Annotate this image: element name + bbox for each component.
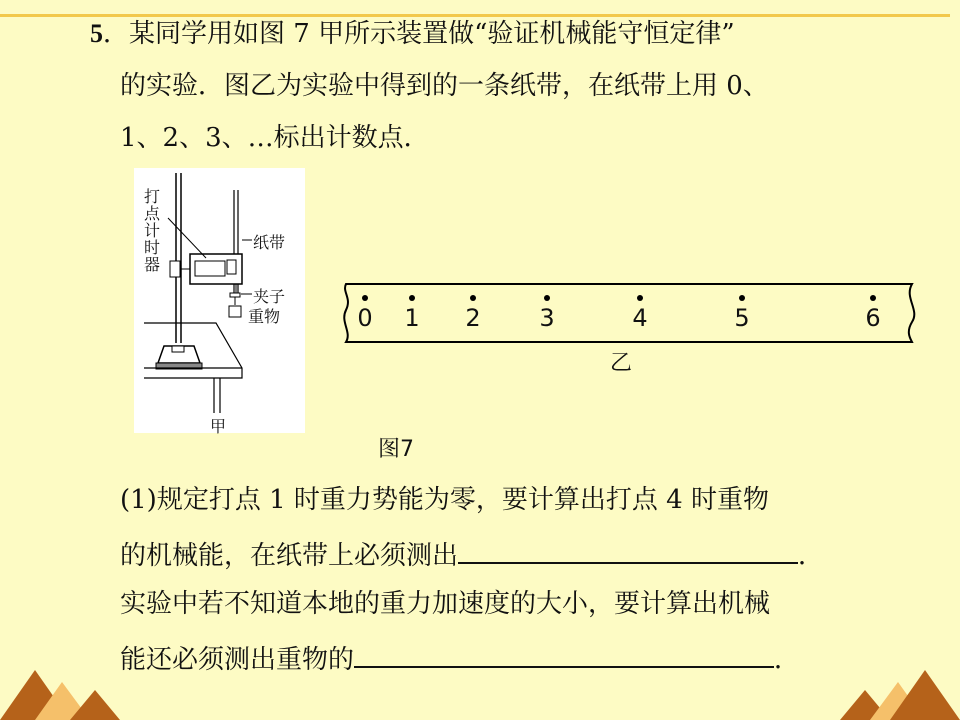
tape-point-label: 2 — [465, 304, 481, 332]
question1-end-4: ． — [774, 645, 801, 675]
label-timer-char: 点 — [144, 204, 161, 223]
tape-point-dot — [739, 295, 745, 301]
label-weight: 重物 — [248, 307, 281, 326]
problem-number: 5 — [90, 19, 103, 48]
tape-point-label: 4 — [632, 304, 648, 332]
tape-point-label: 1 — [404, 304, 420, 332]
figure-apparatus — [134, 168, 305, 436]
question1-line-1: (1)规定打点 1 时重力势能为零，要计算出打点 4 时重物 — [120, 485, 769, 515]
figure-tape — [340, 280, 920, 376]
question1-text-4: 能还必须测出重物的 — [120, 645, 355, 675]
tape-point-label: 0 — [357, 304, 373, 332]
tape-point-dot — [362, 295, 368, 301]
label-timer — [144, 188, 164, 273]
problem-line-1 — [90, 18, 735, 50]
tape-point-label: 5 — [734, 304, 750, 332]
problem-text-1: ．某同学用如图 7 甲所示装置做“验证机械能守恒定律” — [103, 19, 735, 49]
question1-line-3: 实验中若不知道本地的重力加速度的大小，要计算出机械 — [120, 589, 771, 619]
question1-text-2: 的机械能，在纸带上必须测出 — [120, 541, 459, 571]
label-timer-char: 时 — [144, 238, 161, 257]
tape-point-dot — [409, 295, 415, 301]
tape-point-dot — [544, 295, 550, 301]
label-clip: 夹子 — [253, 287, 286, 306]
problem-line-3: 1、2、3、…标出计数点． — [120, 123, 430, 153]
tape-outline — [340, 280, 920, 350]
tape-point-label: 3 — [539, 304, 555, 332]
tape-point-dot — [870, 295, 876, 301]
corner-decoration-right — [840, 660, 960, 720]
question1-line-4 — [120, 640, 800, 676]
tape-point-dot — [637, 295, 643, 301]
problem-line-2: 的实验．图乙为实验中得到的一条纸带，在纸带上用 0、 — [120, 71, 769, 101]
label-tape: 纸带 — [253, 233, 286, 252]
question1-line-2 — [120, 536, 824, 572]
answer-blank-2[interactable] — [354, 640, 774, 668]
sublabel-jia: 甲 — [210, 417, 227, 436]
label-timer-char: 器 — [144, 255, 161, 274]
figure-caption: 图7 — [378, 437, 414, 462]
question1-end-2: ． — [798, 541, 825, 571]
answer-blank-1[interactable] — [458, 536, 798, 564]
tape-point-label: 6 — [865, 304, 881, 332]
label-timer-char: 计 — [144, 221, 161, 240]
label-timer-char: 打 — [144, 187, 161, 206]
tape-point-dot — [470, 295, 476, 301]
top-accent-line — [0, 14, 950, 17]
sublabel-yi: 乙 — [610, 351, 633, 376]
corner-decoration-left — [0, 660, 120, 720]
